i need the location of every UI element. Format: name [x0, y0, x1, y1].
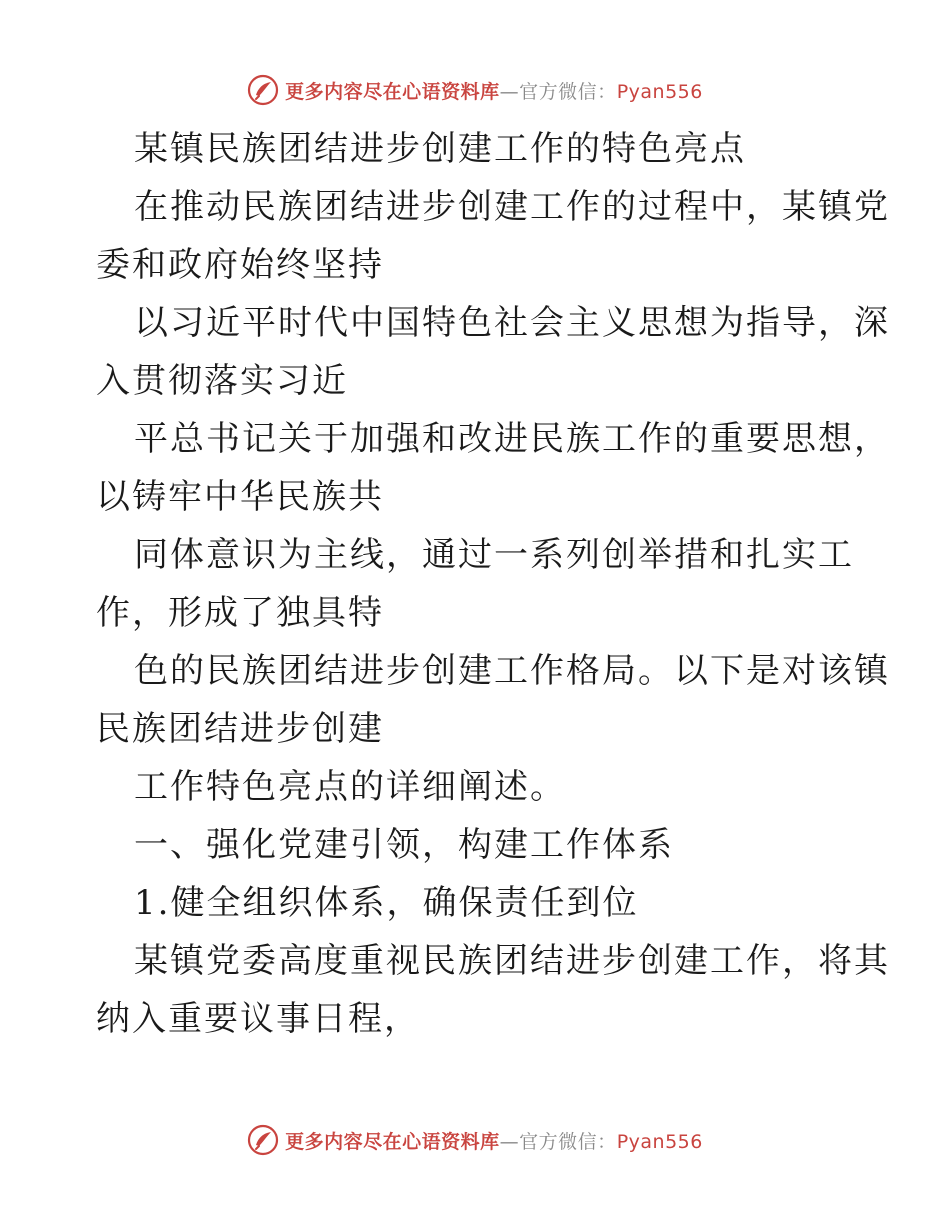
- footer-brand-text: 更多内容尽在心语资料库: [285, 1130, 500, 1153]
- paragraph-line: 色的民族团结进步创建工作格局。以下是对该镇: [134, 651, 890, 691]
- header-watermark-text: [285, 77, 703, 104]
- paragraph-line: 作，形成了独具特: [96, 593, 384, 633]
- header-dash: —: [499, 80, 520, 103]
- paragraph-line: 入贯彻落实习近: [96, 361, 348, 401]
- footer-wechat-label: 官方微信：: [519, 1130, 617, 1153]
- paragraph-line: 在推动民族团结进步创建工作的过程中，某镇党: [134, 187, 890, 227]
- paragraph-line: 以铸牢中华民族共: [96, 477, 384, 517]
- paragraph-line: 纳入重要议事日程，: [96, 999, 420, 1039]
- header-brand-text: 更多内容尽在心语资料库: [285, 80, 500, 103]
- paragraph-line: 委和政府始终坚持: [96, 245, 384, 285]
- footer-watermark-banner: [0, 1120, 950, 1160]
- header-wechat-label: 官方微信：: [519, 80, 617, 103]
- paragraph-line: 以习近平时代中国特色社会主义思想为指导，深: [134, 303, 890, 343]
- document-body: [96, 120, 890, 1048]
- document-title: 某镇民族团结进步创建工作的特色亮点: [134, 129, 746, 169]
- header-watermark-banner: [0, 70, 950, 110]
- paragraph-line: 同体意识为主线，通过一系列创举措和扎实工: [134, 535, 854, 575]
- header-wechat-handle: Pyan556: [616, 80, 703, 103]
- subsection-heading: 1.健全组织体系，确保责任到位: [134, 883, 639, 923]
- footer-watermark-text: [285, 1127, 703, 1154]
- footer-wechat-handle: Pyan556: [616, 1130, 703, 1153]
- paragraph-line: 平总书记关于加强和改进民族工作的重要思想，: [134, 419, 890, 459]
- brand-logo-icon: [247, 74, 279, 106]
- paragraph-line: 工作特色亮点的详细阐述。: [134, 767, 566, 807]
- paragraph-line: 民族团结进步创建: [96, 709, 384, 749]
- brand-logo-icon: [247, 1124, 279, 1156]
- paragraph-line: 某镇党委高度重视民族团结进步创建工作，将其: [134, 941, 890, 981]
- footer-dash: —: [499, 1130, 520, 1153]
- section-heading: 一、强化党建引领，构建工作体系: [134, 825, 674, 865]
